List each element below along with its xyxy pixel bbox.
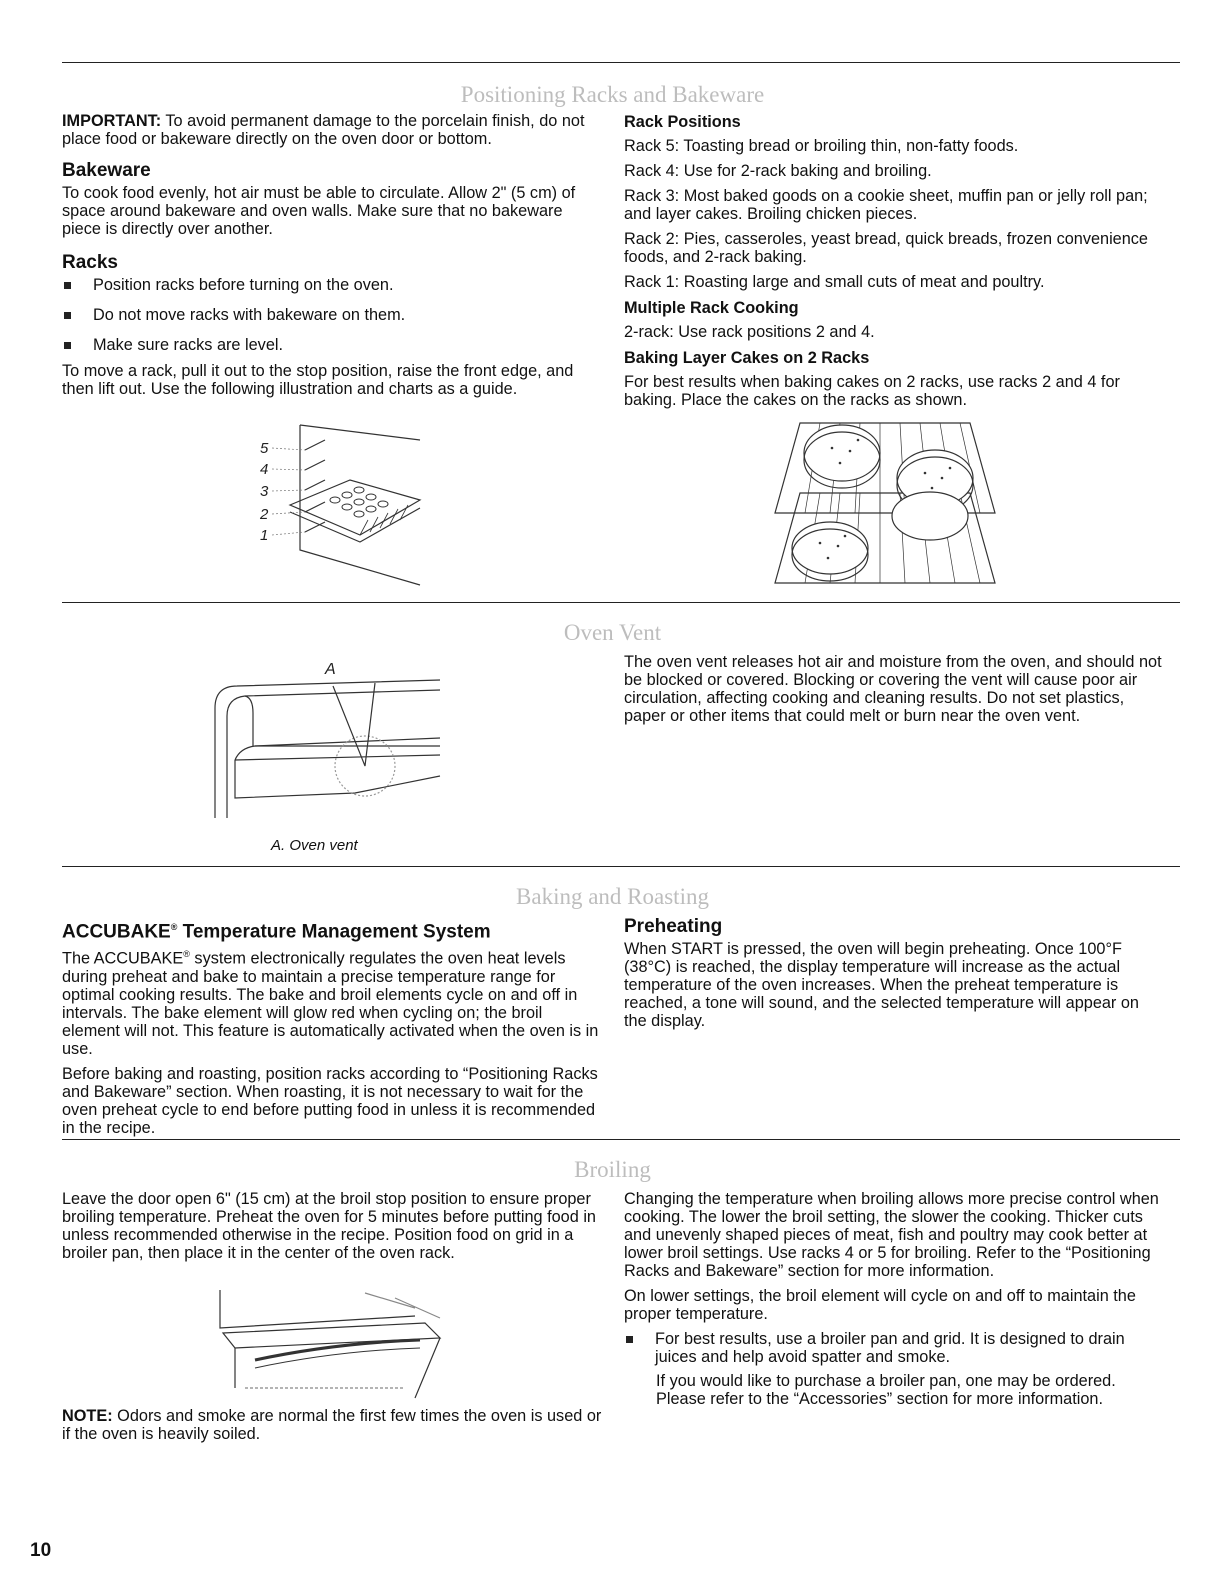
rack-number-label: 3 (260, 483, 269, 500)
multiple-rack-heading: Multiple Rack Cooking (624, 299, 799, 317)
registered-mark: ® (183, 949, 190, 960)
broil-lower-settings-text: On lower settings, the broil element will cycle on and off to maintain the proper temperature. (624, 1287, 1136, 1323)
bullet-square-icon (626, 1336, 633, 1343)
layer-cakes-heading: Baking Layer Cakes on 2 Racks (624, 349, 870, 367)
bullet-square-icon (64, 342, 71, 349)
bullet-text: Make sure racks are level. (93, 336, 284, 354)
rack-position-item: Rack 5: Toasting bread or broiling thin, non-fatty foods. (624, 137, 1019, 155)
bullet-text: Position racks before turning on the oven. (93, 276, 394, 294)
broiling-left-column (62, 1190, 602, 1269)
racks-heading: Racks (62, 252, 118, 273)
rack-position-item: Rack 3: Most baked goods on a cookie sheet, muffin pan or jelly roll pan; and layer cakes. Broiling chicken pieces. (624, 187, 1148, 223)
broiling-note (62, 1407, 602, 1443)
baking-left-column (62, 916, 602, 1144)
racks-right-column (624, 112, 1164, 416)
vent-callout-label: A (325, 661, 336, 678)
accubake-text-rest: system electronically regulates the oven heat levels during preheat and bake to maintain a precise temperature range for optimal cooking results. The bake and broil elements cycle on and off in intervals. The bake element will glow red when cycling on; the broil element will not. This feature is automatically activated when the oven is in use. (62, 949, 599, 1058)
section-rule-vent (62, 602, 1180, 603)
broil-door-illustration (215, 1288, 450, 1406)
preheating-text: When START is pressed, the oven will begin preheating. Once 100°F (38°C) is reached, the display temperature will increase as the actual temperature of the oven increases. When the preheat temperature is reached, a tone will sound, and the selected temperature will appear on the display. (624, 940, 1139, 1030)
broil-door-svg (215, 1288, 450, 1406)
registered-mark: ® (170, 922, 178, 932)
oven-racks-svg (250, 420, 430, 590)
racks-bullet (62, 276, 602, 294)
vent-text: The oven vent releases hot air and moisture from the oven, and should not be blocked or covered. Blocking or covering the vent will cause poor air circulation, affecting cooking and cleaning results. Do not set plastics, paper or other items that could melt or burn near the oven vent. (624, 653, 1162, 725)
bakeware-text: To cook food evenly, hot air must be able to circulate. Allow 2" (5 cm) of space around bakeware and oven walls. Make sure that no bakeware piece is directly over another. (62, 184, 576, 238)
rack-number-label: 4 (260, 461, 269, 478)
oven-vent-caption: A. Oven vent (271, 837, 358, 854)
bullet-text: Do not move racks with bakeware on them. (93, 306, 406, 324)
section-rule-baking (62, 866, 1180, 867)
section-rule-racks (62, 62, 1180, 63)
racks-bullet (62, 306, 602, 324)
rack-number-label: 2 (260, 506, 269, 523)
rack-position-item: Rack 1: Roasting large and small cuts of meat and poultry. (624, 273, 1045, 291)
multiple-rack-text: 2-rack: Use rack positions 2 and 4. (624, 323, 875, 341)
broiling-right-column (624, 1190, 1164, 1415)
accubake-brand: ACCUBAKE (62, 921, 171, 943)
bullet-text: For best results, use a broiler pan and grid. It is designed to drain juices and help avoid spatter and smoke. (655, 1330, 1125, 1366)
rack-number-label: 1 (260, 527, 269, 544)
baking-right-column (624, 916, 1164, 1037)
rack-position-item: Rack 4: Use for 2-rack baking and broiling. (624, 162, 932, 180)
broil-temperature-text: Changing the temperature when broiling allows more precise control when cooking. The lower the broil setting, the slower the cooking. Thicker cuts and unevenly shaped pieces of meat, fish and poultry may cook better at lower broil settings. Use racks 4 or 5 for broiling. Refer to the “Positioning Racks and Bakeware” section for more information. (624, 1190, 1159, 1280)
rack-position-item: Rack 2: Pies, casseroles, yeast bread, quick breads, frozen convenience foods, and 2-rack baking. (624, 230, 1148, 266)
accubake-text-start: The ACCUBAKE (62, 949, 184, 968)
section-title-broiling: Broiling (574, 1157, 651, 1182)
section-rule-broiling (62, 1139, 1180, 1140)
section-title-baking: Baking and Roasting (516, 884, 709, 909)
important-paragraph (62, 112, 602, 148)
section-title-vent: Oven Vent (563, 620, 662, 645)
broiling-bullet (624, 1330, 1164, 1366)
cakes-on-racks-svg (770, 418, 1010, 588)
accubake-paragraph (62, 945, 602, 1057)
important-text: To avoid permanent damage to the porcelain finish, do not place food or bakeware directly on the oven door or bottom. (62, 112, 585, 148)
bullet-square-icon (64, 312, 71, 319)
broiling-instructions: Leave the door open 6" (15 cm) at the broil stop position to ensure proper broiling temperature. Preheat the oven for 5 minutes before putting food in unless recommended otherwise in the recipe. Position food on grid in a broiler pan, then place it in the center of the oven rack. (62, 1190, 596, 1262)
preheating-heading: Preheating (624, 916, 723, 937)
racks-bullet (62, 336, 602, 354)
oven-vent-illustration (205, 658, 455, 828)
note-text: Odors and smoke are normal the first few times the oven is used or if the oven is heavily soiled. (62, 1407, 602, 1443)
move-rack-text: To move a rack, pull it out to the stop position, raise the front edge, and then lift out. Use the following illustration and charts as a guide. (62, 362, 574, 398)
section-title-racks: Positioning Racks and Bakeware (460, 82, 765, 107)
layer-cakes-text: For best results when baking cakes on 2 racks, use racks 2 and 4 for baking. Place the cakes on the racks as shown. (624, 373, 1120, 409)
rack-positions-illustration (250, 420, 430, 590)
vent-text-column (624, 653, 1164, 732)
important-label: IMPORTANT: (62, 112, 162, 130)
oven-vent-svg (205, 658, 455, 828)
before-baking-paragraph: Before baking and roasting, position racks according to “Positioning Racks and Bakeware” section. When roasting, it is not necessary to wait for the oven preheat cycle to end before putting food in unless it is recommended in the recipe. (62, 1064, 598, 1137)
rack-positions-heading: Rack Positions (624, 113, 741, 131)
accubake-heading (62, 916, 602, 943)
page-number: 10 (30, 1540, 52, 1561)
bullet-square-icon (64, 282, 71, 289)
broiling-note-column (62, 1407, 602, 1450)
rack-number-label: 5 (260, 440, 269, 457)
racks-left-column (62, 112, 602, 405)
layer-cakes-illustration (770, 418, 1010, 588)
broiler-pan-purchase-text: If you would like to purchase a broiler pan, one may be ordered. Please refer to the “Accessories” section for more information. (656, 1372, 1116, 1408)
bakeware-heading: Bakeware (62, 160, 151, 181)
note-label: NOTE: (62, 1407, 113, 1425)
accubake-heading-rest: Temperature Management System (177, 921, 491, 943)
